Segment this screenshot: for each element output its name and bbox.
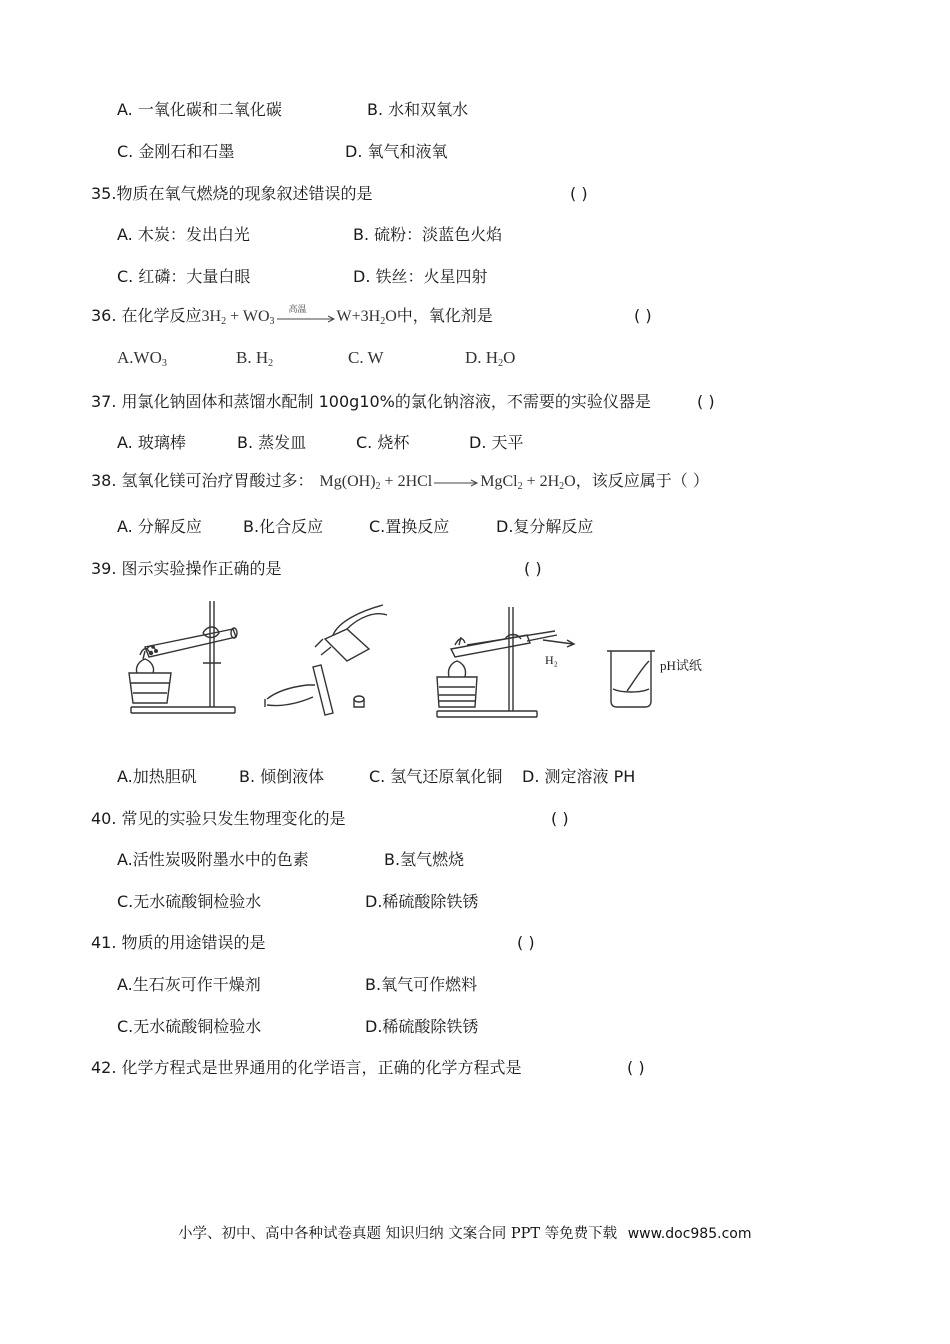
q37-answer-paren: ( ) <box>697 392 715 411</box>
q40-option-b: B.氢气燃烧 <box>384 850 465 869</box>
q36-option-d: D. $H_2O$ <box>465 348 516 369</box>
q36-reaction-condition: 高温 <box>288 304 307 315</box>
q34-option-d: D. 氧气和液氧 <box>345 142 448 161</box>
q36-option-b: B. $H_2$ <box>236 348 274 369</box>
q39-option-c: C. 氢气还原氧化铜 <box>369 767 503 786</box>
q38-option-d: D.复分解反应 <box>496 517 594 536</box>
q35-option-c: C. 红磷：大量白眼 <box>117 267 251 286</box>
q39-option-b: B. 倾倒液体 <box>239 767 325 786</box>
fig-b-pouring-liquid <box>265 605 387 715</box>
q38-equation-right: MgCl$_2$ + $2H_2O$ <box>480 473 576 492</box>
q35-option-a: A. 木炭：发出白光 <box>117 225 250 244</box>
fig-c-h2-arrow <box>543 640 574 647</box>
q38-stem <box>91 471 709 497</box>
q35-answer-paren: ( ) <box>570 184 588 203</box>
q36-reaction-arrow <box>275 304 337 327</box>
q35-option-d: D. 铁丝：火星四射 <box>353 267 488 286</box>
q34-option-b: B. 水和双氧水 <box>367 100 469 119</box>
q37-option-d: D. 天平 <box>469 433 524 452</box>
q38-option-a: A. 分解反应 <box>117 517 202 536</box>
q40-option-a: A.活性炭吸附墨水中的色素 <box>117 850 309 869</box>
q37-option-a: A. 玻璃棒 <box>117 433 186 452</box>
q38-option-b: B.化合反应 <box>243 517 324 536</box>
fig-a-heating-setup <box>129 601 237 713</box>
q39-stem: 39. 图示实验操作正确的是 <box>91 559 282 578</box>
q37-option-b: B. 蒸发皿 <box>237 433 307 452</box>
q38-stem-pre: 38. 氢氧化镁可治疗胃酸过多： <box>91 471 314 490</box>
q42-stem: 42. 化学方程式是世界通用的化学语言，正确的化学方程式是 <box>91 1058 522 1077</box>
q35-option-b: B. 硫粉：淡蓝色火焰 <box>353 225 503 244</box>
q39-option-a: A.加热胆矾 <box>117 767 197 786</box>
q36-stem-post: 中，氧化剂是 <box>396 306 493 325</box>
q36-equation: $3H_2 + WO_3$ <box>201 308 275 327</box>
q36-answer-paren: ( ) <box>634 306 652 325</box>
footer-url[interactable]: www.doc985.com <box>627 1226 752 1242</box>
q39-answer-paren: ( ) <box>524 559 542 578</box>
q36-stem-pre: 36. 在化学反应 <box>91 306 202 325</box>
q38-stem-post: ，该反应属于（ ） <box>575 471 709 490</box>
q38-option-c: C.置换反应 <box>369 517 450 536</box>
fig-c-h2-reduction-setup <box>437 607 557 717</box>
fig-c-h2-label: H₂ <box>545 653 558 667</box>
q38-reaction-arrow <box>432 472 480 492</box>
q40-option-c: C.无水硫酸铜检验水 <box>117 892 262 911</box>
fig-d-ph-paper-label: pH试纸 <box>660 658 702 673</box>
q35-stem: 35.物质在氧气燃烧的现象叙述错误的是 <box>91 184 373 203</box>
q36-option-c: C. W <box>348 348 384 367</box>
fig-d-ph-test <box>607 651 655 707</box>
q41-answer-paren: ( ) <box>517 933 535 952</box>
q37-option-c: C. 烧杯 <box>356 433 410 452</box>
q39-option-d: D. 测定溶液 PH <box>522 767 636 786</box>
q42-answer-paren: ( ) <box>627 1058 645 1077</box>
q36-equation-right: $W+3H_2O$ <box>336 308 397 327</box>
q41-option-d: D.稀硫酸除铁锈 <box>365 1017 479 1036</box>
page-footer <box>178 1222 751 1243</box>
q40-stem: 40. 常见的实验只发生物理变化的是 <box>91 809 346 828</box>
q41-option-a: A.生石灰可作干燥剂 <box>117 975 261 994</box>
q34-option-a: A. 一氧化碳和二氧化碳 <box>117 100 282 119</box>
q41-stem: 41. 物质的用途错误的是 <box>91 933 266 952</box>
q39-figure-drawing <box>125 595 725 725</box>
q37-stem: 37. 用氯化钠固体和蒸馏水配制 100g10%的氯化钠溶液，不需要的实验仪器是 <box>91 392 651 411</box>
footer-text: 小学、初中、高中各种试卷真题 知识归纳 文案合同 PPT 等免费下载 <box>178 1226 618 1242</box>
q40-answer-paren: ( ) <box>551 809 569 828</box>
q41-option-c: C.无水硫酸铜检验水 <box>117 1017 262 1036</box>
q38-equation-left: $Mg(OH)_2 + 2HCl$ <box>319 473 433 492</box>
q36-stem <box>91 306 493 332</box>
q36-option-a: $A.WO_3$ <box>117 348 167 369</box>
q34-option-c: C. 金刚石和石墨 <box>117 142 235 161</box>
q41-option-b: B.氧气可作燃料 <box>365 975 478 994</box>
q39-experiment-figure <box>125 595 725 725</box>
q40-option-d: D.稀硫酸除铁锈 <box>365 892 479 911</box>
